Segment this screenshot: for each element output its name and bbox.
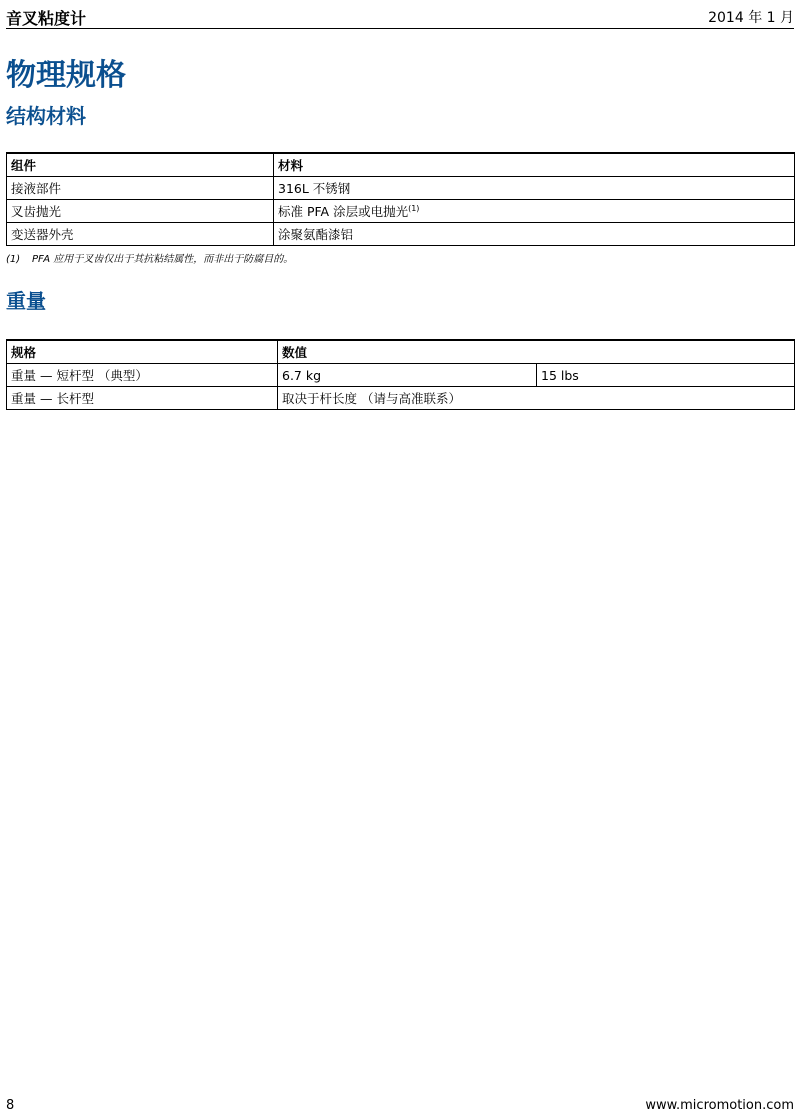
value-cell: 取决于杆长度 （请与高准联系） xyxy=(278,387,795,410)
material-cell xyxy=(274,223,795,246)
footnote-number: (1) xyxy=(6,254,21,265)
footnote-reference: (1) xyxy=(408,203,420,213)
table-header-row xyxy=(7,340,795,364)
material-text: 涂聚氨酯漆铝 xyxy=(278,227,354,242)
page-footer xyxy=(6,1098,794,1114)
page-header xyxy=(6,4,794,29)
material-text: 316L 不锈钢 xyxy=(278,181,351,196)
spec-cell: 重量 — 短杆型 （典型） xyxy=(7,364,278,387)
column-header: 材料 xyxy=(274,153,795,177)
column-header: 组件 xyxy=(7,153,274,177)
spec-cell: 重量 — 长杆型 xyxy=(7,387,278,410)
table-row xyxy=(7,177,795,200)
table-row xyxy=(7,223,795,246)
table-row xyxy=(7,364,795,387)
footnote xyxy=(6,250,293,265)
value-metric-cell: 6.7 kg xyxy=(278,364,537,387)
component-cell: 接液部件 xyxy=(7,177,274,200)
value-imperial-cell: 15 lbs xyxy=(537,364,795,387)
materials-heading: 结构材料 xyxy=(6,104,86,128)
table-row xyxy=(7,200,795,223)
page-title: 物理规格 xyxy=(6,58,126,93)
column-header: 数值 xyxy=(278,340,795,364)
material-text: 标准 PFA 涂层或电抛光 xyxy=(278,204,409,219)
component-cell: 变送器外壳 xyxy=(7,223,274,246)
table-header-row xyxy=(7,153,795,177)
website-link[interactable]: www.micromotion.com xyxy=(645,1098,794,1113)
footnote-text: PFA 应用于叉齿仅出于其抗粘结属性，而非出于防腐目的。 xyxy=(32,254,294,265)
component-cell: 叉齿抛光 xyxy=(7,200,274,223)
material-cell xyxy=(274,200,795,223)
document-title: 音叉粘度计 xyxy=(6,9,87,28)
weight-heading: 重量 xyxy=(6,289,46,313)
column-header: 规格 xyxy=(7,340,278,364)
materials-table xyxy=(6,152,795,246)
weight-table xyxy=(6,339,795,410)
page-number: 8 xyxy=(6,1098,15,1113)
document-date: 2014 年 1 月 xyxy=(708,10,794,26)
table-row xyxy=(7,387,795,410)
material-cell xyxy=(274,177,795,200)
